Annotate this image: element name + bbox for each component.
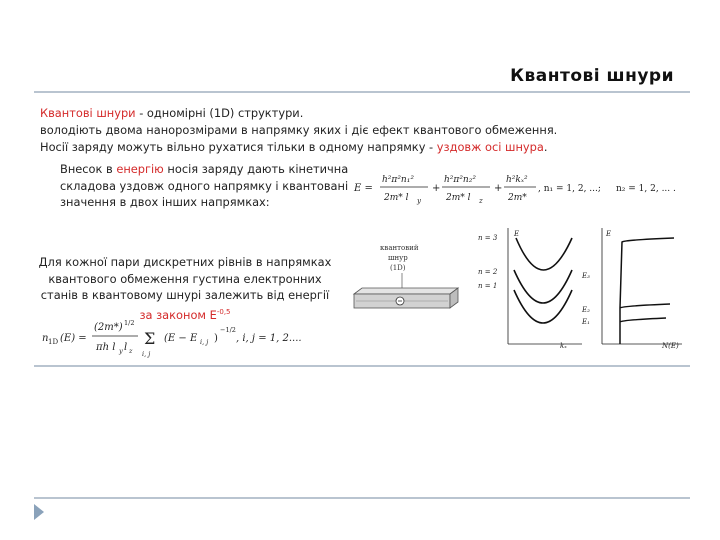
energy-term2-num: h²π²n₂²	[444, 175, 476, 185]
energy-term1-den: 2m* l	[384, 193, 409, 203]
wire-caption-3: (1D)	[390, 264, 406, 272]
wire-caption-2: шнур	[388, 254, 408, 262]
contribution-part-1: Внесок в	[60, 162, 117, 176]
band-n2-curve	[514, 270, 572, 303]
dos-term-exp: −1/2	[220, 326, 236, 334]
dos-numerator-exp: 1/2	[124, 319, 135, 327]
dos-range: , i, j = 1, 2....	[236, 333, 302, 344]
next-slide-icon[interactable]	[34, 504, 44, 520]
dos-sum-sub: i, j	[142, 350, 151, 358]
energy-term3-num: h²kₓ²	[506, 175, 528, 185]
dos-term-sub: i, j	[200, 338, 209, 346]
density-exponent: -0,5	[216, 307, 231, 316]
dos-sum: Σ	[144, 329, 156, 348]
energy-lhs: E =	[354, 183, 373, 194]
bands-e3-label: E₃	[582, 272, 590, 280]
quantum-wire-figure	[352, 240, 460, 328]
band-n1-curve	[514, 290, 572, 323]
energy-contribution-text	[60, 161, 350, 219]
density-of-states-text	[34, 254, 336, 323]
energy-plus-1: +	[432, 183, 441, 194]
energy-n2-range: n₂ = 1, 2, ... .	[616, 184, 676, 194]
bands-e2-label: E₂	[582, 306, 590, 314]
dos-term: (E − E	[164, 333, 198, 344]
dos-curve	[620, 238, 674, 344]
intro-line-1	[40, 105, 557, 122]
bands-n3-label: n = 3	[478, 234, 498, 242]
middle-divider	[34, 365, 690, 367]
intro-text	[40, 105, 557, 156]
bands-e-axis-right: E	[606, 230, 612, 238]
bands-e-axis-left: E	[514, 230, 520, 238]
energy-n1-range: , n₁ = 1, 2, ...;	[538, 184, 601, 194]
energy-term3-den: 2m*	[508, 193, 527, 203]
bands-ne-label: N(E)	[662, 342, 679, 350]
slide-title: Квантові шнури	[510, 66, 674, 86]
intro-line-2: володіють двома нанорозмірами в напрямку яких і діє ефект квантового обмеження.	[40, 123, 558, 137]
bands-e1-label: E₁	[582, 318, 590, 326]
intro-line-3	[40, 139, 557, 156]
density-law: за законом E	[139, 307, 217, 322]
bottom-divider	[34, 497, 690, 499]
energy-bands-figure	[470, 224, 695, 350]
density-text: Для кожної пари дискретних рівнів в напрямках квантового обмеження густина електронних станів в квантовому шнурі залежить від енергії	[38, 255, 332, 302]
energy-term2-den: 2m* l	[446, 193, 471, 203]
energy-plus-2: +	[494, 183, 503, 194]
dos-den-l: l	[124, 342, 128, 353]
intro-line-3-accent: уздовж осі шнура	[436, 140, 544, 154]
contribution-accent: енергію	[116, 162, 164, 176]
dos-lhs-sub: 1D	[48, 338, 59, 346]
top-divider	[34, 91, 690, 93]
energy-term2-den-sub: z	[479, 197, 483, 205]
energy-formula	[352, 168, 677, 208]
bands-n2-label: n = 2	[478, 268, 498, 276]
dos-lhs: n	[42, 333, 49, 344]
intro-line-3-end: .	[543, 140, 548, 154]
energy-term1-num: h²π²n₁²	[382, 175, 414, 185]
dos-numerator: (2m*)	[94, 322, 123, 333]
energy-term1-den-sub: y	[417, 197, 421, 205]
intro-term: Квантові шнури	[40, 106, 136, 120]
band-n3-curve	[516, 238, 572, 270]
density-formula	[40, 316, 340, 360]
bands-kx-label: kₓ	[560, 342, 567, 350]
contribution-part-2: носія заряду дають кінетична складова уздовж одного напрямку і квантовані значення в двох інших напрямках:	[60, 162, 349, 209]
intro-definition: - одномірні (1D) структури.	[135, 106, 304, 120]
wire-caption-1: квантовий	[380, 244, 419, 252]
dos-denominator: πh l	[96, 342, 116, 353]
dos-den-sub-y: y	[119, 347, 123, 355]
bands-n1-label: n = 1	[478, 282, 498, 290]
dos-den-sub-z: z	[129, 347, 133, 355]
intro-line-3-start: Носії заряду можуть вільно рухатися тільки в одному напрямку -	[40, 140, 437, 154]
dos-lhs-arg: (E) =	[60, 333, 87, 344]
dos-term-close: )	[214, 333, 218, 344]
